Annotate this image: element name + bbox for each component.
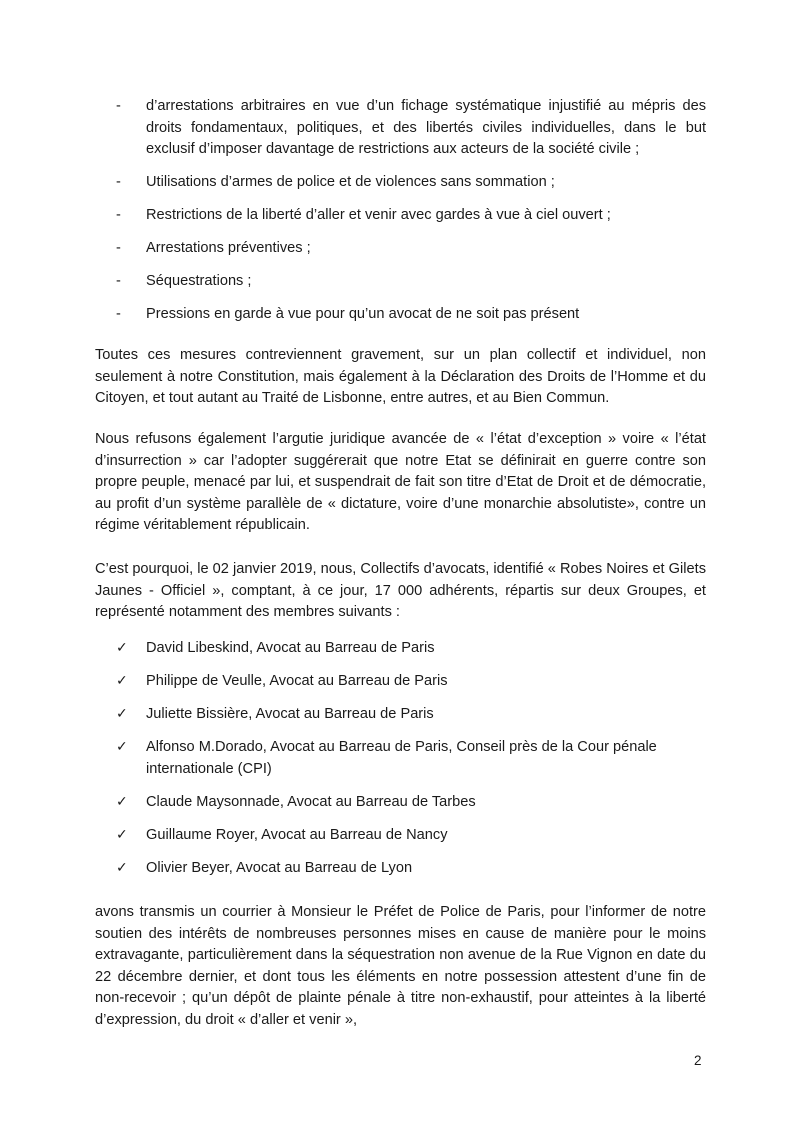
member-text: Juliette Bissière, Avocat au Barreau de Paris: [146, 706, 434, 722]
list-item-text: Arrestations préventives ;: [146, 240, 311, 256]
paragraph-collective-intro: C’est pourquoi, le 02 janvier 2019, nous, Collectifs d’avocats, identifié « Robes Noires et Gilets Jaunes - Officiel », comptant, à ce jour, 17 000 adhérents, répartis sur deux Groupes, et représenté notamment des membres suivants :: [95, 561, 706, 620]
list-item: [116, 271, 706, 293]
checkmark-icon: ✓: [116, 793, 128, 810]
list-item: [116, 238, 706, 260]
member-item: [116, 704, 706, 726]
list-item: [116, 205, 706, 227]
list-item: [116, 304, 706, 326]
list-item: [116, 172, 706, 194]
grievances-list: [116, 96, 706, 337]
checkmark-icon: ✓: [116, 739, 128, 755]
member-item: [116, 792, 706, 814]
checkmark-icon: ✓: [116, 673, 128, 689]
paragraph-contraventions: Toutes ces mesures contreviennent gravement, sur un plan collectif et individuel, non seulement à notre Constitution, mais également à la Déclaration des Droits de l’Homme et du Citoyen, et tout autant au Traité de Lisbonne, entre autres, et au Bien Commun.: [95, 347, 706, 406]
paragraph-prefect-letter: avons transmis un courrier à Monsieur le Préfet de Police de Paris, pour l’informer de notre soutien des intérêts de nombreuses personnes mises en cause de manière pour le moins extravagante, particulièrement dans la séquestration non avenue de la Rue Vignon en date du 22 décembre dernier, et dont tous les éléments en notre possession attestent d’une fin de non-recevoir ; qu’un dépôt de plainte pénale à titre non-exhaustif, pour atteintes à la liberté d’expression, du droit « d’aller et venir »,: [95, 904, 706, 1028]
member-text: David Libeskind, Avocat au Barreau de Paris: [146, 640, 435, 656]
member-item: [116, 737, 706, 780]
dash-marker: -: [116, 174, 121, 190]
checkmark-icon: ✓: [116, 640, 128, 656]
member-item: [116, 671, 706, 693]
checkmark-icon: ✓: [116, 706, 128, 722]
dash-marker: -: [116, 240, 121, 256]
member-text: Philippe de Veulle, Avocat au Barreau de Paris: [146, 673, 448, 689]
member-text: Guillaume Royer, Avocat au Barreau de Nancy: [146, 826, 448, 843]
list-item-text: Pressions en garde à vue pour qu’un avocat de ne soit pas présent: [146, 306, 580, 322]
dash-marker: -: [116, 98, 121, 114]
paragraph-exception-state: Nous refusons également l’argutie juridique avancée de « l’état d’exception » voire « l’état d’insurrection » car l’adopter suggérerait que notre Etat se définirait en guerre contre son propre peuple, menacé par lui, et suspendrait de fait son titre d’Etat de Droit et de démocratie, au profit d’un système parallèle de « dictature, voire d’une monarchie absolutiste», contre un régime véritablement républicain.: [95, 431, 706, 533]
checkmark-icon: ✓: [116, 859, 128, 876]
member-item: [116, 858, 706, 880]
member-item: [116, 638, 706, 660]
list-item-text: Séquestrations ;: [146, 273, 252, 289]
member-item: [116, 825, 706, 847]
checkmark-icon: ✓: [116, 826, 128, 843]
dash-marker: -: [116, 306, 121, 322]
list-item-text: d’arrestations arbitraires en vue d’un fichage systématique injustifié au mépris des droits fondamentaux, politiques, et des libertés civiles individuelles, dans le but exclusif d’imposer davantage de restrictions aux acteurs de la société civile ;: [146, 98, 706, 157]
member-text: Alfonso M.Dorado, Avocat au Barreau de Paris, Conseil près de la Cour pénale internationale (CPI): [146, 739, 657, 777]
page-number: 2: [694, 1053, 702, 1068]
list-item-text: Restrictions de la liberté d’aller et venir avec gardes à vue à ciel ouvert ;: [146, 207, 611, 223]
list-item-text: Utilisations d’armes de police et de violences sans sommation ;: [146, 174, 555, 190]
members-list: [116, 638, 706, 891]
member-text: Claude Maysonnade, Avocat au Barreau de Tarbes: [146, 793, 476, 810]
member-text: Olivier Beyer, Avocat au Barreau de Lyon: [146, 859, 413, 876]
list-item: [116, 96, 706, 161]
dash-marker: -: [116, 207, 121, 223]
dash-marker: -: [116, 273, 121, 289]
